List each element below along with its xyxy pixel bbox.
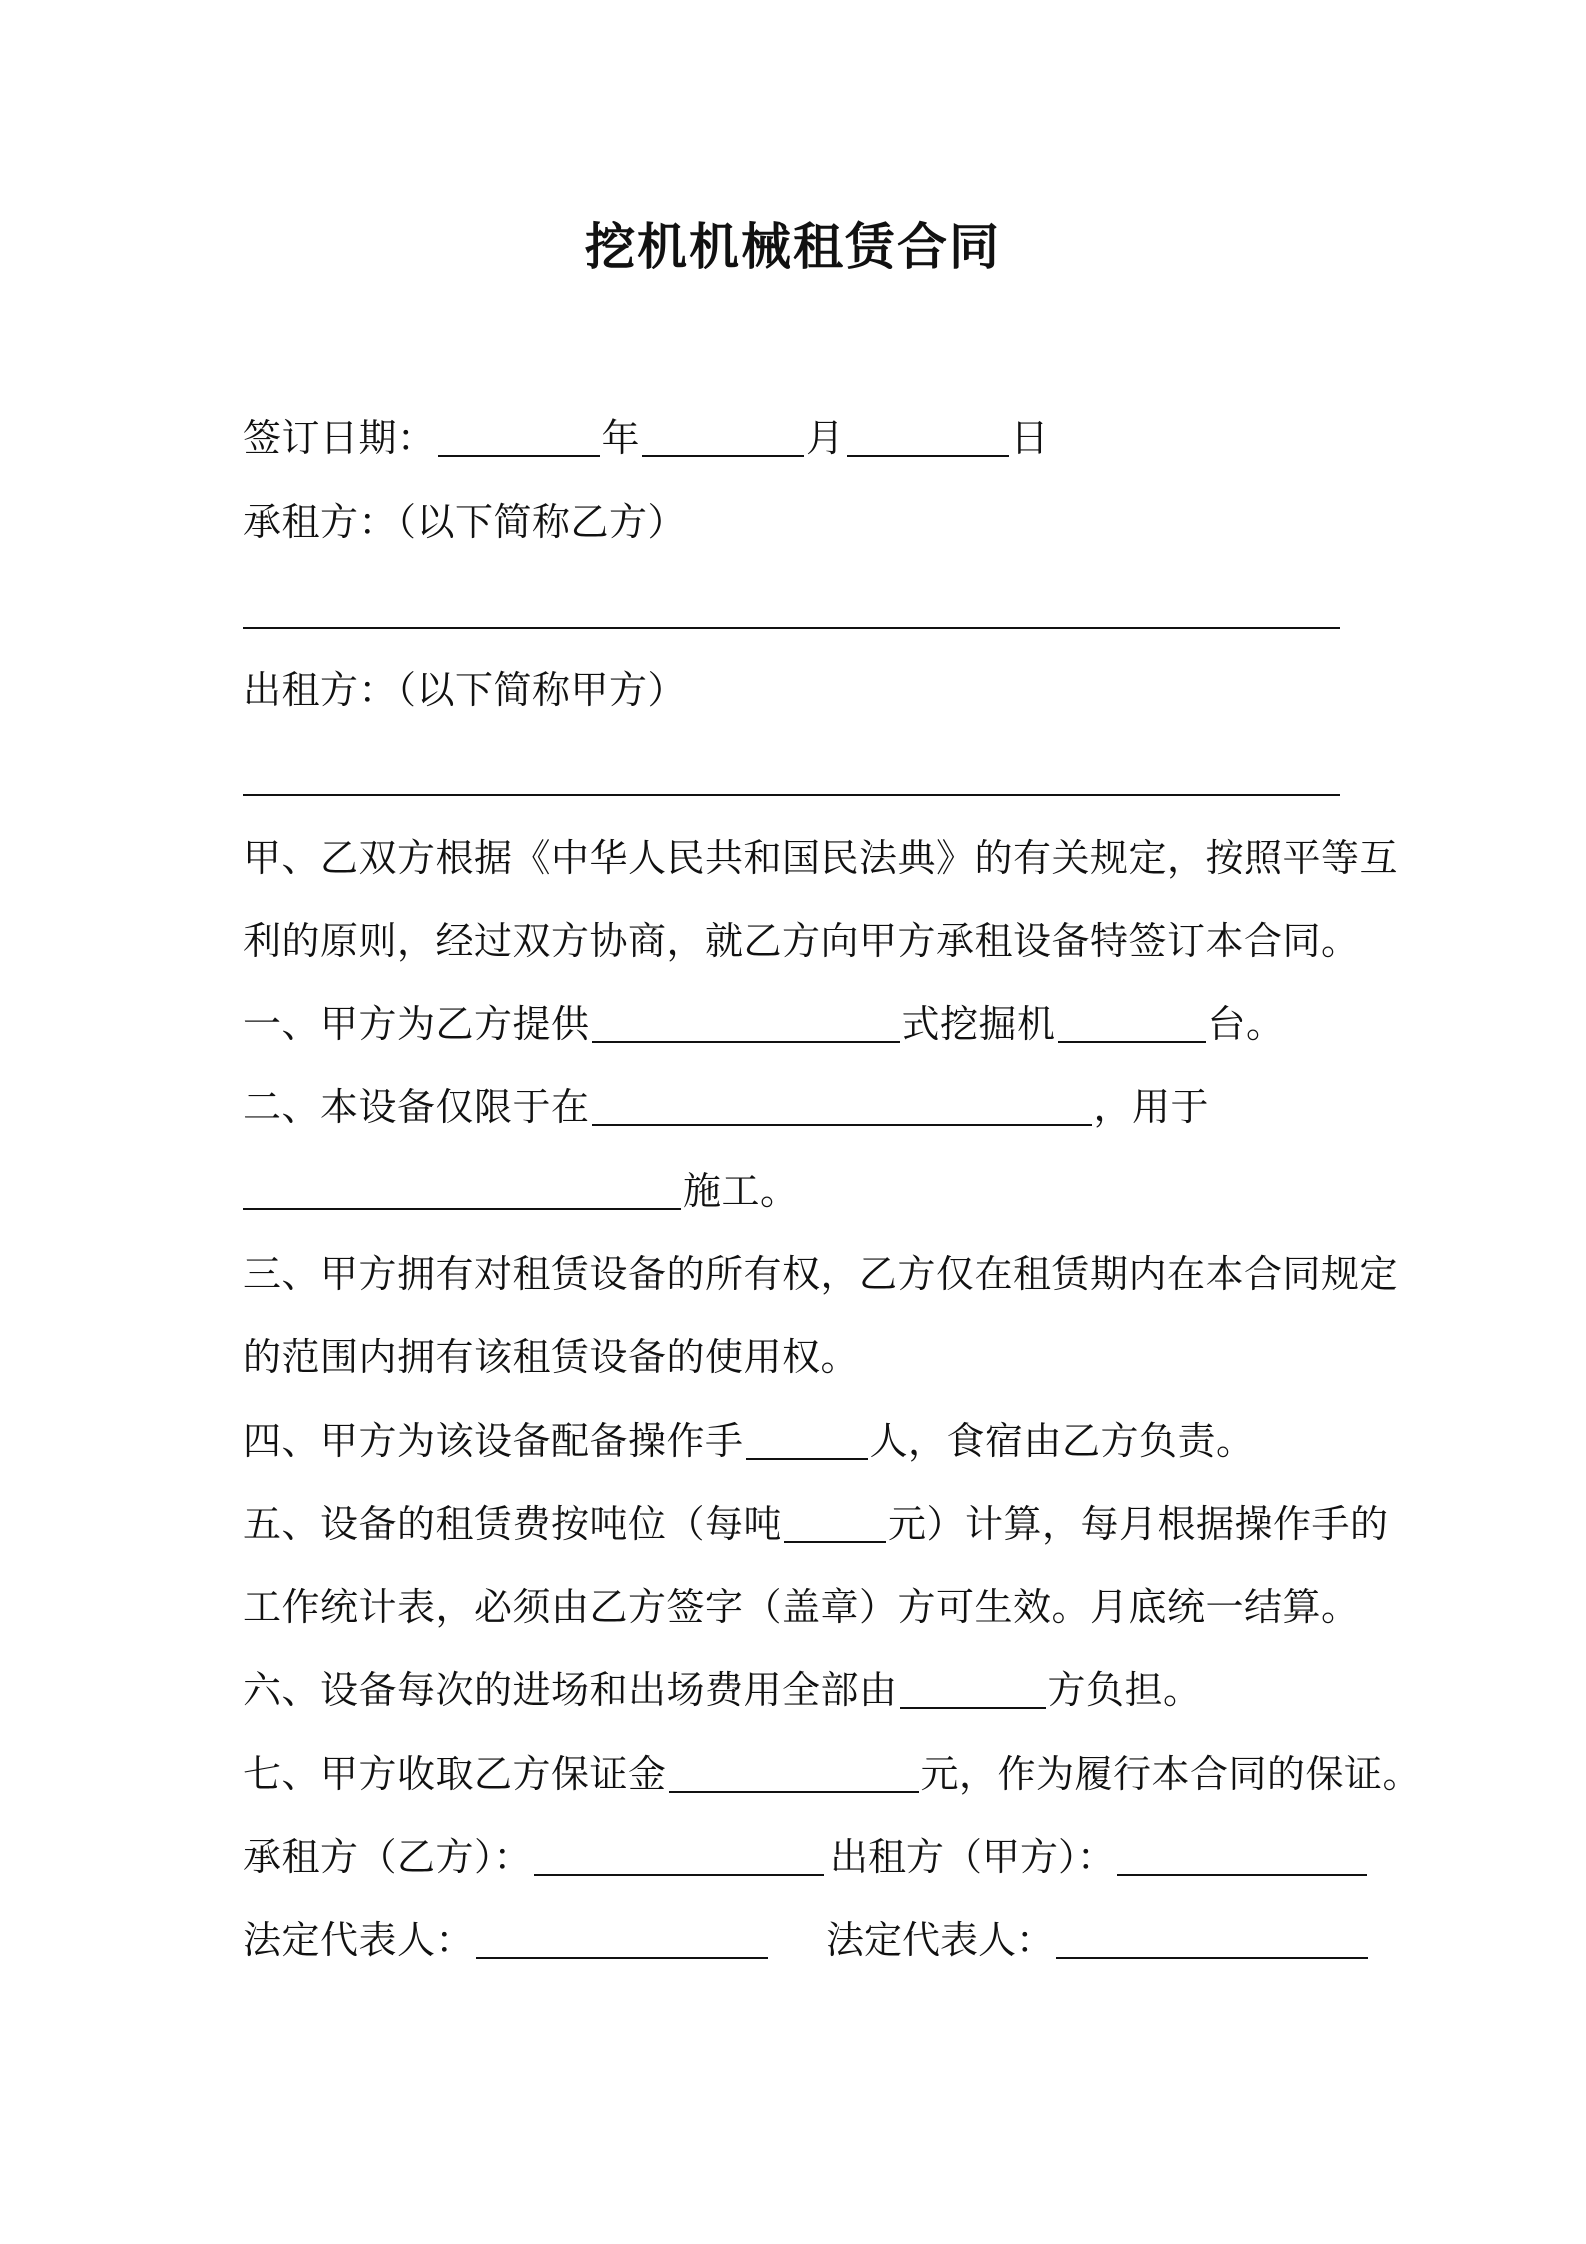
lessor-signature-blank[interactable] bbox=[1117, 1834, 1367, 1876]
clause-4 bbox=[243, 1413, 1255, 1469]
clause-3-line-1: 三、甲方拥有对租赁设备的所有权，乙方仅在租赁期内在本合同规定 bbox=[243, 1252, 1399, 1296]
lessee-representative bbox=[243, 1912, 770, 1968]
lessee-signature-label: 承租方（乙方）： bbox=[243, 1835, 533, 1879]
lessor-name-blank[interactable] bbox=[243, 794, 1340, 796]
lessee-representative-label: 法定代表人： bbox=[243, 1918, 475, 1962]
site-location-blank[interactable] bbox=[592, 1084, 1092, 1126]
intro-line-2: 利的原则，经过双方协商，就乙方向甲方承租设备特签订本合同。 bbox=[243, 919, 1360, 963]
clause-6-prefix: 六、设备每次的进场和出场费用全部由 bbox=[243, 1668, 898, 1712]
clause-5-suffix: 元）计算，每月根据操作手的 bbox=[888, 1502, 1389, 1546]
month-blank[interactable] bbox=[642, 415, 804, 457]
lessor-representative-label: 法定代表人： bbox=[826, 1918, 1055, 1962]
lessee-signature bbox=[243, 1829, 826, 1885]
clause-5-line-2: 工作统计表，必须由乙方签字（盖章）方可生效。月底统一结算。 bbox=[243, 1585, 1360, 1629]
clause-3-line-2: 的范围内拥有该租赁设备的使用权。 bbox=[243, 1335, 860, 1379]
year-blank[interactable] bbox=[438, 415, 600, 457]
excavator-count-blank[interactable] bbox=[1058, 1001, 1206, 1043]
clause-5-line-1 bbox=[243, 1496, 1389, 1552]
document-title: 挖机机械租赁合同 bbox=[585, 218, 1001, 276]
clause-5-prefix: 五、设备的租赁费按吨位（每吨 bbox=[243, 1502, 783, 1546]
clause-2-suffix: 施工。 bbox=[683, 1169, 799, 1213]
clause-1 bbox=[243, 996, 1285, 1052]
lessor-representative bbox=[826, 1912, 1370, 1968]
day-blank[interactable] bbox=[847, 415, 1009, 457]
clause-2 bbox=[243, 1079, 1209, 1135]
clause-1-suffix: 台。 bbox=[1207, 1002, 1285, 1046]
month-label: 月 bbox=[806, 416, 845, 460]
construction-purpose-blank[interactable] bbox=[243, 1168, 681, 1210]
clause-2-middle: ，用于 bbox=[1093, 1085, 1210, 1129]
clause-7-prefix: 七、甲方收取乙方保证金 bbox=[243, 1752, 667, 1796]
day-label: 日 bbox=[1010, 416, 1050, 460]
clause-2-prefix: 二、本设备仅限于在 bbox=[243, 1085, 590, 1129]
lessee-line: 承租方：（以下简称乙方） bbox=[243, 500, 687, 544]
clause-7 bbox=[243, 1746, 1421, 1802]
signing-date-line bbox=[243, 410, 1049, 466]
deposit-amount-blank[interactable] bbox=[669, 1751, 919, 1793]
clause-6-suffix: 方负担。 bbox=[1047, 1668, 1202, 1712]
lessor-representative-blank[interactable] bbox=[1056, 1917, 1368, 1959]
year-label: 年 bbox=[601, 416, 641, 460]
lessee-name-blank[interactable] bbox=[243, 627, 1340, 629]
excavator-type-blank[interactable] bbox=[592, 1001, 900, 1043]
lessor-signature bbox=[830, 1829, 1369, 1885]
clause-7-suffix: 元，作为履行本合同的保证。 bbox=[920, 1752, 1422, 1796]
clause-1-middle: 式挖掘机 bbox=[901, 1002, 1056, 1046]
lessor-line: 出租方：（以下简称甲方） bbox=[243, 668, 687, 712]
clause-6 bbox=[243, 1662, 1202, 1718]
clause-1-prefix: 一、甲方为乙方提供 bbox=[243, 1002, 590, 1046]
lessee-signature-blank[interactable] bbox=[534, 1834, 824, 1876]
lessor-signature-label: 出租方（甲方）： bbox=[830, 1835, 1116, 1879]
clause-2-continued bbox=[243, 1163, 799, 1219]
intro-line-1: 甲、乙双方根据《中华人民共和国民法典》的有关规定，按照平等互 bbox=[243, 836, 1399, 880]
lessee-representative-blank[interactable] bbox=[476, 1917, 768, 1959]
signing-date-label: 签订日期： bbox=[243, 416, 436, 460]
clause-4-prefix: 四、甲方为该设备配备操作手 bbox=[243, 1419, 744, 1463]
operator-count-blank[interactable] bbox=[746, 1418, 868, 1460]
transport-fee-party-blank[interactable] bbox=[900, 1667, 1046, 1709]
price-per-ton-blank[interactable] bbox=[784, 1501, 886, 1543]
clause-4-suffix: 人，食宿由乙方负责。 bbox=[869, 1419, 1255, 1463]
